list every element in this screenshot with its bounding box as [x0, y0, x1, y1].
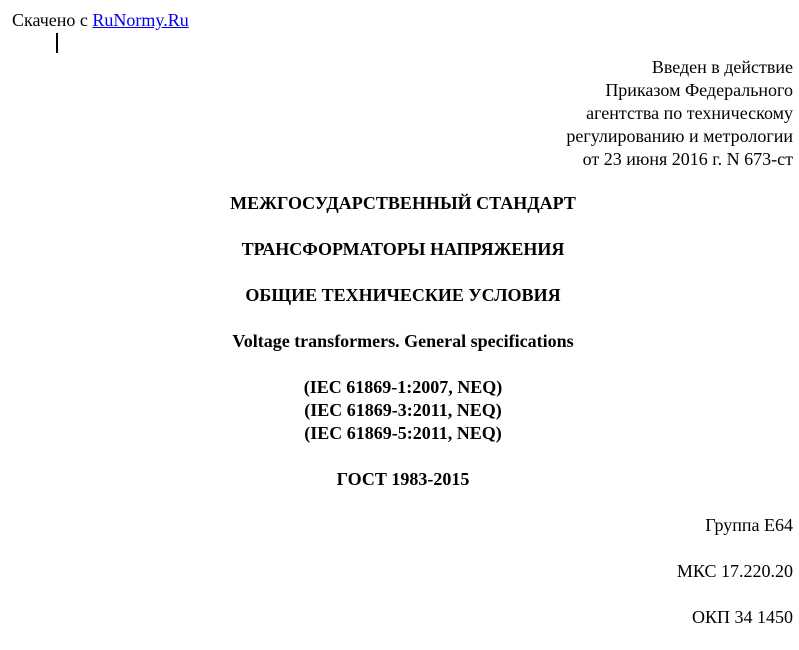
iec-ref: (IEC 61869-5:2011, NEQ): [304, 423, 502, 443]
mks-code: МКС 17.220.20: [676, 561, 793, 581]
decree-line: Введен в действие: [651, 57, 793, 77]
gost-number: ГОСТ 1983-2015: [336, 469, 470, 489]
iec-ref: (IEC 61869-1:2007, NEQ): [303, 377, 503, 397]
source-link[interactable]: RuNormy.Ru: [92, 10, 189, 30]
decree-block: [566, 56, 793, 171]
okp-code: ОКП 34 1450: [691, 607, 793, 627]
text-cursor: [56, 33, 58, 53]
group-code: Группа Е64: [705, 515, 793, 535]
decree-line: агентства по техническому: [586, 103, 793, 123]
standard-subtitle: ОБЩИЕ ТЕХНИЧЕСКИЕ УСЛОВИЯ: [245, 285, 561, 305]
source-prefix: Скачено с: [12, 10, 93, 30]
source-line: [12, 9, 189, 32]
decree-line: от 23 июня 2016 г. N 673-ст: [582, 149, 793, 169]
decree-line: регулированию и метрологии: [566, 126, 793, 146]
standard-name: ТРАНСФОРМАТОРЫ НАПРЯЖЕНИЯ: [241, 239, 565, 259]
decree-line: Приказом Федерального: [605, 80, 793, 100]
english-name: Voltage transformers. General specifications: [232, 331, 574, 351]
standard-type: МЕЖГОСУДАРСТВЕННЫЙ СТАНДАРТ: [230, 193, 576, 213]
iec-ref: (IEC 61869-3:2011, NEQ): [304, 400, 502, 420]
